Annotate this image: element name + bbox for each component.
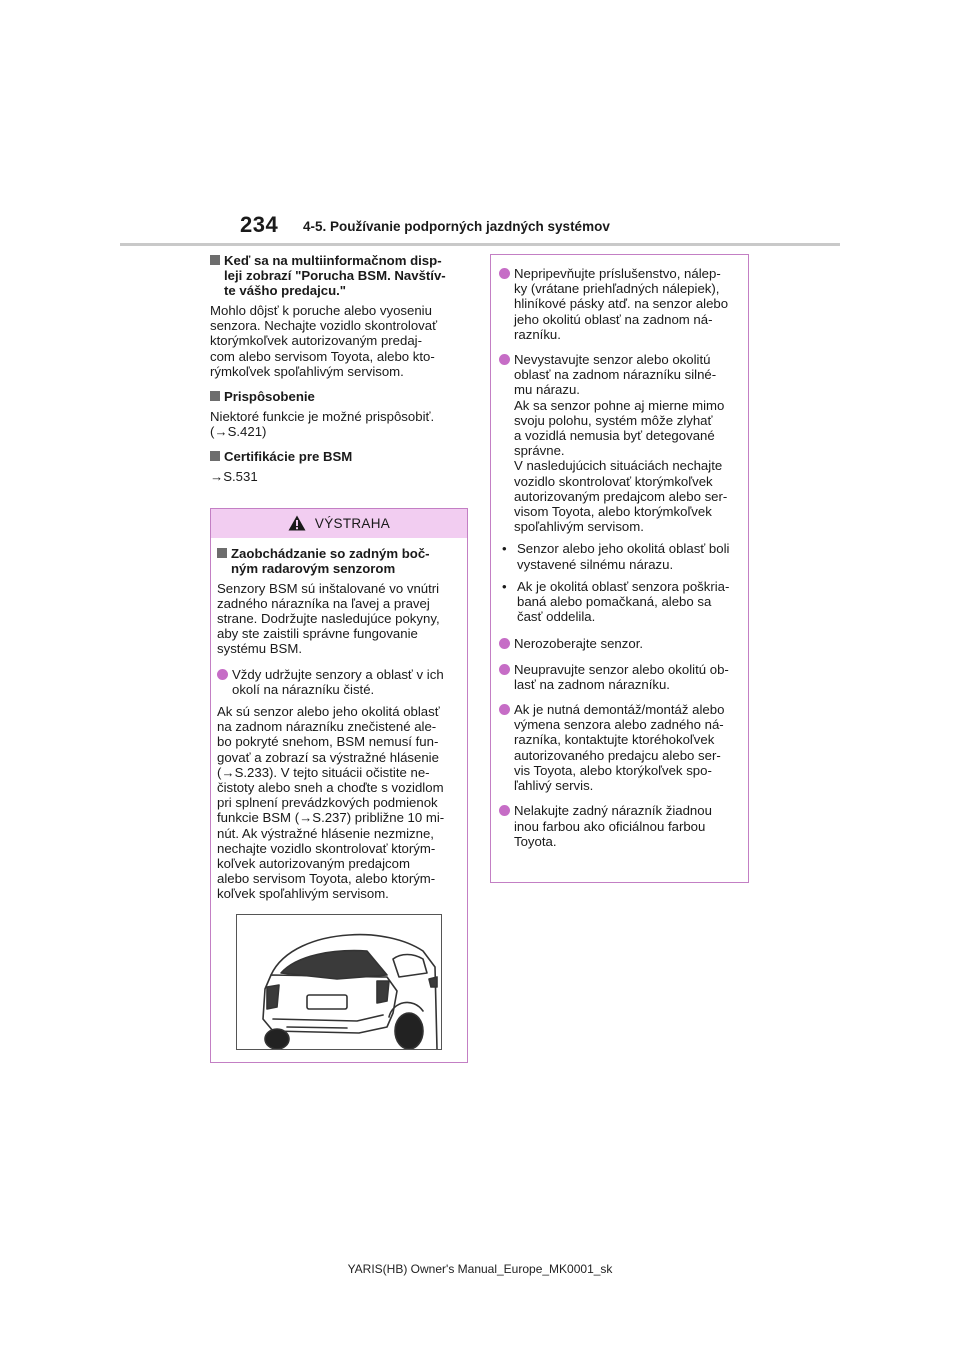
text-line: pri splnení prevádzkových podmienok (217, 795, 438, 811)
section-body (210, 409, 468, 439)
text-line: Vždy udržujte senzory a oblasť v ich (232, 666, 444, 682)
text-line: strane. Dodržujte nasledujúce pokyny, (217, 611, 440, 627)
warning-label: VÝSTRAHA (314, 515, 391, 531)
warning-bullet (499, 352, 742, 534)
text-line: jeho okolitú oblasť na zadnom ná- (514, 311, 713, 327)
square-bullet-icon (210, 391, 220, 401)
text-line: oblasť na zadnom nárazníku silné- (514, 367, 717, 383)
page-number: 234 (240, 212, 279, 237)
text-line: (→S.233). V tejto situácii očistite ne- (217, 764, 430, 780)
text-line: vystavené silnému nárazu. (517, 556, 674, 572)
heading-line: Zaobchádzanie so zadným boč- (231, 545, 430, 561)
sub-bullet-marker: • (502, 578, 507, 594)
heading-line: Prispôsobenie (224, 389, 315, 405)
sub-bullet (499, 579, 742, 625)
warning-bullet (499, 662, 742, 692)
text-line: správne. (514, 443, 565, 459)
text-line: Ak je okolitá oblasť senzora poškria- (517, 578, 730, 594)
text-line: ľahlivý servis. (514, 778, 594, 794)
text-line: vozidlo skontrolovať ktorýmkoľvek (514, 473, 713, 489)
text-line: Senzory BSM sú inštalované vo vnútri (217, 580, 440, 596)
text-line: rýmkoľvek spoľahlivým servisom. (210, 363, 404, 379)
heading-line: leji zobrazí "Porucha BSM. Navštív- (224, 268, 446, 283)
sub-bullet (499, 541, 742, 571)
text-line: lasť na zadnom nárazníku. (514, 676, 670, 692)
text-line: razníku. (514, 326, 561, 342)
heading-line: ným radarovým senzorom (231, 560, 396, 576)
text-line: Neupravujte senzor alebo okolitú ob- (514, 661, 729, 677)
text-line: autorizovaného predajcu alebo ser- (514, 747, 721, 763)
text-line: ktorýmkoľvek autorizovaným predaj- (210, 333, 422, 349)
warning-bullet (499, 636, 742, 651)
section-body (210, 303, 468, 379)
section-bsm-fault (210, 253, 468, 379)
text-line: svoju polohu, systém môže zlyhať (514, 412, 713, 428)
text-line: zadného nárazníka na ľavej a pravej (217, 595, 430, 611)
section-heading (210, 449, 468, 464)
text-line: bo pokryté snehom, BSM nemusí fun- (217, 734, 439, 750)
car-rear-illustration (236, 914, 442, 1050)
warning-bullet (499, 266, 742, 342)
text-line: Nerozoberajte senzor. (514, 636, 644, 652)
warning-heading (217, 546, 461, 576)
circle-bullet-icon (499, 664, 510, 675)
warning-header (211, 509, 467, 538)
circle-bullet-icon (499, 805, 510, 816)
text-line: časť oddelila. (517, 609, 596, 625)
page-reference: (→S.421) (210, 424, 267, 440)
section-body (210, 469, 468, 484)
text-line: okolí na nárazníku čisté. (232, 681, 375, 697)
text-line: Mohlo dôjsť k poruche alebo vyoseniu (210, 303, 432, 318)
text-line: Ak sa senzor pohne aj mierne mimo (514, 397, 725, 413)
text-line: výmena senzora alebo zadného ná- (514, 717, 724, 733)
section-certification (210, 449, 468, 484)
warning-box (210, 508, 468, 1063)
warning-box-continued (490, 254, 749, 883)
warning-bullet (499, 803, 742, 849)
text-line: na zadnom nárazníku znečistené ale- (217, 719, 437, 735)
text-line: systému BSM. (217, 641, 303, 657)
text-line: autorizovaným predajcom alebo ser- (514, 488, 728, 504)
text-line: aby ste zaistili správne fungovanie (217, 626, 418, 642)
circle-bullet-icon (217, 669, 228, 680)
car-rear-illustration-drawing (237, 915, 441, 1049)
circle-bullet-icon (499, 268, 510, 279)
text-line: koľvek spoľahlivým servisom. (217, 886, 389, 902)
text-line: nechajte vozidlo skontrolovať ktorým- (217, 840, 436, 856)
text-line: Niektoré funkcie je možné prispôsobiť. (210, 409, 435, 425)
text-line: Toyota. (514, 833, 557, 849)
warning-body (211, 538, 467, 1062)
warning-paragraph (217, 704, 461, 902)
warning-intro (217, 581, 461, 657)
sub-bullet-marker: • (502, 541, 507, 557)
text-line: senzora. Nechajte vozidlo skontrolovať (210, 318, 438, 334)
text-line: com alebo servisom Toyota, alebo kto- (210, 348, 435, 364)
text-line: Senzor alebo jeho okolitá oblasť boli (517, 541, 730, 557)
left-column (210, 253, 468, 1063)
text-line: ky (vrátane priehľadných nálepiek), (514, 281, 720, 297)
square-bullet-icon (210, 451, 220, 461)
text-line: čistoty alebo sneh a choďte s vozidlom (217, 780, 444, 796)
heading-line: te vášho predajcu." (224, 283, 347, 298)
text-line: baná alebo pomačkaná, alebo sa (517, 594, 712, 610)
heading-line: Certifikácie pre BSM (224, 449, 353, 465)
section-heading (210, 389, 468, 404)
text-line: razníka, kontaktujte ktoréhokoľvek (514, 732, 715, 748)
text-line: Nelakujte zadný nárazník žiadnou (514, 803, 712, 819)
text-line: vis Toyota, alebo ktorýkoľvek spo- (514, 762, 712, 778)
circle-bullet-icon (499, 704, 510, 715)
warning-triangle-icon (288, 515, 306, 531)
text-line: spoľahlivým servisom. (514, 519, 644, 535)
text-line: Nevystavujte senzor alebo okolitú (514, 352, 711, 368)
text-line: V nasledujúcich situáciách nechajte (514, 458, 723, 474)
text-line: govať a zobrazí sa výstražné hlásenie (217, 749, 439, 765)
text-line: funkcie BSM (→S.237) približne 10 mi- (217, 810, 445, 826)
warning-bullet (499, 702, 742, 793)
square-bullet-icon (210, 255, 220, 265)
circle-bullet-icon (499, 354, 510, 365)
text-line: alebo servisom Toyota, alebo ktorým- (217, 871, 436, 887)
section-customization (210, 389, 468, 439)
text-line: nút. Ak výstražné hlásenie nezmizne, (217, 825, 434, 841)
chapter-title: 4-5. Používanie podporných jazdných systémov (303, 219, 610, 234)
text-line: visom Toyota, alebo ktorýmkoľvek (514, 504, 712, 520)
text-line: Ak je nutná demontáž/montáž alebo (514, 702, 725, 718)
heading-line: Keď sa na multiinformačnom disp- (224, 253, 442, 268)
text-line: mu nárazu. (514, 382, 580, 398)
square-bullet-icon (217, 548, 227, 558)
text-line: inou farbou ako oficiálnou farbou (514, 818, 706, 834)
text-line: Ak sú senzor alebo jeho okolitá oblasť (217, 704, 440, 720)
page-reference: →S.531 (210, 469, 258, 485)
text-line: hliníkové pásky atď. na senzor alebo (514, 296, 729, 312)
warning-bullet (217, 667, 461, 697)
text-line: Nepripevňujte príslušenstvo, nálep- (514, 266, 721, 281)
section-heading (210, 253, 468, 298)
circle-bullet-icon (499, 638, 510, 649)
text-line: koľvek autorizovaným predajcom (217, 856, 410, 872)
text-line: a vozidlá nemusia byť detegované (514, 428, 715, 444)
header-rule (120, 243, 840, 246)
footer: YARIS(HB) Owner's Manual_Europe_MK0001_sk (347, 1262, 613, 1276)
